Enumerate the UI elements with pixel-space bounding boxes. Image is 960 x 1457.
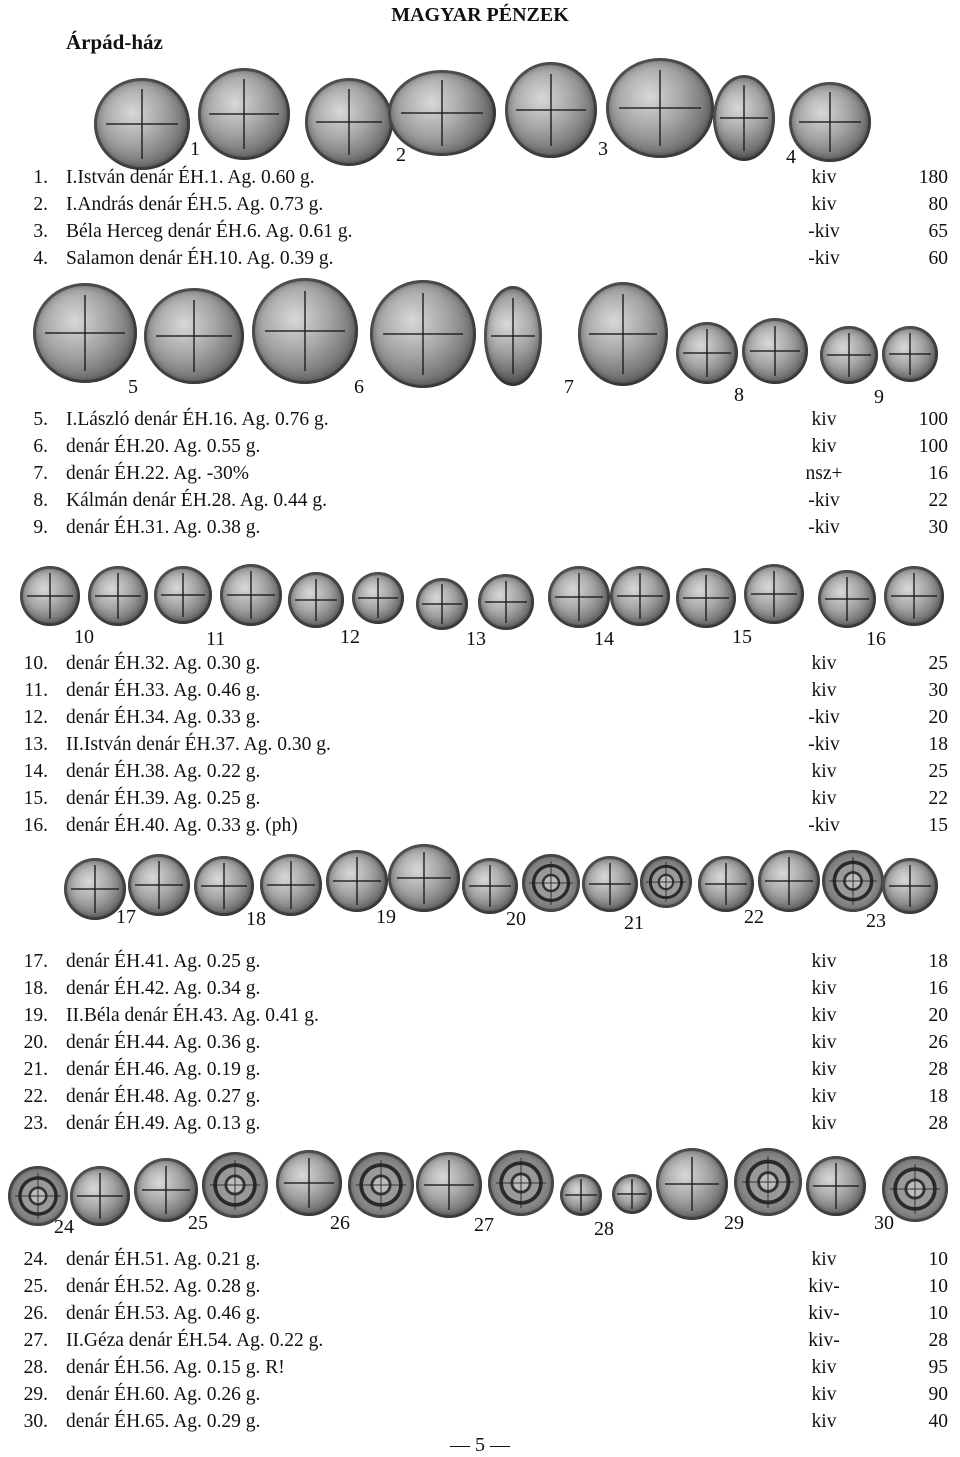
coin-price: 100 xyxy=(918,436,948,457)
page-title: MAGYAR PÉNZEK xyxy=(391,4,569,26)
coin-number: 28. xyxy=(23,1357,48,1378)
coin-photo xyxy=(548,566,610,628)
coin-grade: kiv xyxy=(811,1005,837,1026)
coin-photo xyxy=(488,1150,554,1216)
coin-description: denár ÉH.42. Ag. 0.34 g. xyxy=(66,978,261,999)
coin-price: 65 xyxy=(928,221,948,242)
coin-number: 22. xyxy=(23,1086,48,1107)
coin-photo-label: 19 xyxy=(376,906,396,928)
coin-photo xyxy=(220,564,282,626)
coin-grade: kiv xyxy=(811,409,837,430)
coin-number: 21. xyxy=(23,1059,48,1080)
coin-description: II.István denár ÉH.37. Ag. 0.30 g. xyxy=(66,734,331,755)
coin-price: 22 xyxy=(928,490,948,511)
coin-grade: kiv xyxy=(811,1357,837,1378)
coin-grade: -kiv xyxy=(808,815,840,836)
coin-photo xyxy=(326,850,388,912)
coin-photo xyxy=(128,854,190,916)
coin-photo xyxy=(144,288,244,384)
coin-price: 40 xyxy=(928,1411,948,1432)
coin-description: denár ÉH.65. Ag. 0.29 g. xyxy=(66,1411,261,1432)
coin-photo xyxy=(676,568,736,628)
coin-entry xyxy=(0,975,960,1002)
coin-grade: -kiv xyxy=(808,707,840,728)
coin-entry xyxy=(0,514,960,541)
coin-photo-label: 3 xyxy=(598,138,608,160)
coin-photo-label: 29 xyxy=(724,1212,744,1234)
coin-grade: kiv xyxy=(811,1384,837,1405)
coin-photo xyxy=(88,566,148,626)
coin-grade: -kiv xyxy=(808,734,840,755)
coin-photo xyxy=(822,850,884,912)
coin-photo xyxy=(352,572,404,624)
coin-photo-label: 20 xyxy=(506,908,526,930)
coin-photo xyxy=(818,570,876,628)
coin-entry xyxy=(0,758,960,785)
coin-description: denár ÉH.56. Ag. 0.15 g. R! xyxy=(66,1357,285,1378)
coin-price: 60 xyxy=(928,248,948,269)
coin-entry xyxy=(0,1273,960,1300)
coin-description: I.András denár ÉH.5. Ag. 0.73 g. xyxy=(66,194,324,215)
section-heading: Árpád-ház xyxy=(66,30,163,54)
coin-photo-label: 11 xyxy=(206,628,226,650)
coin-photo xyxy=(252,278,358,384)
coin-grade: kiv xyxy=(811,1113,837,1134)
coin-entry xyxy=(0,460,960,487)
coin-photo-label: 26 xyxy=(330,1212,350,1234)
coin-description: denár ÉH.38. Ag. 0.22 g. xyxy=(66,761,261,782)
coin-price: 10 xyxy=(928,1276,948,1297)
coin-number: 13. xyxy=(23,734,48,755)
coin-entry xyxy=(0,948,960,975)
coin-photo xyxy=(198,68,290,160)
coin-description: denár ÉH.33. Ag. 0.46 g. xyxy=(66,680,261,701)
coin-photo-label: 7 xyxy=(564,376,574,398)
coin-entry xyxy=(0,1354,960,1381)
coin-entry xyxy=(0,1246,960,1273)
coin-photo xyxy=(305,78,393,166)
coin-price: 10 xyxy=(928,1303,948,1324)
coin-number: 29. xyxy=(23,1384,48,1405)
coin-description: denár ÉH.44. Ag. 0.36 g. xyxy=(66,1032,261,1053)
coin-photo-label: 10 xyxy=(74,626,94,648)
coin-photo xyxy=(820,326,878,384)
coin-photo xyxy=(713,75,775,161)
coin-photo xyxy=(484,286,542,386)
coin-photo xyxy=(33,283,137,383)
coin-photo xyxy=(640,856,692,908)
coin-entry xyxy=(0,1029,960,1056)
coin-number: 2. xyxy=(33,194,48,215)
coin-photo-label: 1 xyxy=(190,138,200,160)
coin-photo xyxy=(789,82,871,162)
coin-entry xyxy=(0,812,960,839)
coin-price: 30 xyxy=(928,680,948,701)
coin-photo xyxy=(806,1156,866,1216)
coin-price: 18 xyxy=(928,951,948,972)
coin-entry xyxy=(0,1056,960,1083)
coin-grade: kiv- xyxy=(808,1303,840,1324)
coin-entry xyxy=(0,731,960,758)
coin-photo xyxy=(734,1148,802,1216)
coin-entry xyxy=(0,406,960,433)
coin-description: denár ÉH.22. Ag. -30% xyxy=(66,463,250,484)
coin-price: 28 xyxy=(928,1330,948,1351)
coin-description: I.István denár ÉH.1. Ag. 0.60 g. xyxy=(66,167,315,188)
coin-photo-label: 21 xyxy=(624,912,644,934)
coin-grade: nsz+ xyxy=(805,463,843,484)
coin-entry xyxy=(0,677,960,704)
coin-number: 4. xyxy=(33,248,48,269)
coin-grade: -kiv xyxy=(808,221,840,242)
coin-photo xyxy=(388,844,460,912)
coin-entry xyxy=(0,1002,960,1029)
coin-number: 1. xyxy=(33,167,48,188)
coin-number: 5. xyxy=(33,409,48,430)
coin-photo-label: 4 xyxy=(786,146,796,168)
coin-entry xyxy=(0,704,960,731)
coin-description: denár ÉH.39. Ag. 0.25 g. xyxy=(66,788,261,809)
coin-description: Béla Herceg denár ÉH.6. Ag. 0.61 g. xyxy=(66,221,353,242)
coin-entry xyxy=(0,1327,960,1354)
coin-number: 24. xyxy=(23,1249,48,1270)
coin-price: 25 xyxy=(928,653,948,674)
coin-photo xyxy=(505,62,597,158)
coin-number: 10. xyxy=(23,653,48,674)
coin-number: 9. xyxy=(33,517,48,538)
coin-number: 18. xyxy=(23,978,48,999)
coin-photo xyxy=(744,564,804,624)
coin-price: 26 xyxy=(928,1032,948,1053)
coin-entry xyxy=(0,245,960,272)
coin-photo xyxy=(370,280,476,388)
coin-description: denár ÉH.34. Ag. 0.33 g. xyxy=(66,707,261,728)
coin-photo-label: 30 xyxy=(874,1212,894,1234)
coin-grade: -kiv xyxy=(808,248,840,269)
coin-grade: kiv xyxy=(811,1086,837,1107)
coin-grade: kiv xyxy=(811,167,837,188)
coin-description: denár ÉH.53. Ag. 0.46 g. xyxy=(66,1303,261,1324)
coin-price: 25 xyxy=(928,761,948,782)
coin-photo xyxy=(882,326,938,382)
coin-grade: kiv xyxy=(811,194,837,215)
coin-photo xyxy=(416,1152,482,1218)
coin-description: denár ÉH.40. Ag. 0.33 g. (ph) xyxy=(66,815,298,836)
coin-description: II.Béla denár ÉH.43. Ag. 0.41 g. xyxy=(66,1005,319,1026)
coin-price: 15 xyxy=(928,815,948,836)
coin-description: denár ÉH.41. Ag. 0.25 g. xyxy=(66,951,261,972)
coin-photo xyxy=(94,78,190,170)
coin-number: 30. xyxy=(23,1411,48,1432)
coin-price: 28 xyxy=(928,1113,948,1134)
coin-number: 6. xyxy=(33,436,48,457)
coin-photo xyxy=(656,1148,728,1220)
coin-description: denár ÉH.60. Ag. 0.26 g. xyxy=(66,1384,261,1405)
coin-grade: kiv xyxy=(811,653,837,674)
coin-grade: kiv xyxy=(811,978,837,999)
coin-description: Salamon denár ÉH.10. Ag. 0.39 g. xyxy=(66,248,334,269)
coin-photo-label: 28 xyxy=(594,1218,614,1240)
coin-price: 16 xyxy=(928,978,948,999)
coin-photo-label: 17 xyxy=(116,906,136,928)
coin-price: 20 xyxy=(928,1005,948,1026)
coin-entry xyxy=(0,1300,960,1327)
coin-entry xyxy=(0,650,960,677)
coin-photo-label: 23 xyxy=(866,910,886,932)
coin-photo-label: 6 xyxy=(354,376,364,398)
coin-description: denár ÉH.31. Ag. 0.38 g. xyxy=(66,517,261,538)
coin-price: 16 xyxy=(928,463,948,484)
coin-grade: kiv xyxy=(811,951,837,972)
coin-grade: kiv xyxy=(811,1411,837,1432)
coin-grade: kiv- xyxy=(808,1276,840,1297)
coin-description: denár ÉH.51. Ag. 0.21 g. xyxy=(66,1249,261,1270)
coin-photo xyxy=(742,318,808,384)
coin-photo xyxy=(882,858,938,914)
coin-description: denár ÉH.46. Ag. 0.19 g. xyxy=(66,1059,261,1080)
coin-grade: -kiv xyxy=(808,490,840,511)
coin-grade: kiv xyxy=(811,1249,837,1270)
coin-photo-label: 25 xyxy=(188,1212,208,1234)
coin-number: 26. xyxy=(23,1303,48,1324)
coin-number: 14. xyxy=(23,761,48,782)
coin-price: 30 xyxy=(928,517,948,538)
coin-number: 16. xyxy=(23,815,48,836)
coin-price: 100 xyxy=(918,409,948,430)
coin-number: 7. xyxy=(33,463,48,484)
coin-photo xyxy=(676,322,738,384)
coin-photo-label: 27 xyxy=(474,1214,494,1236)
coin-photo xyxy=(348,1152,414,1218)
coin-photo xyxy=(884,566,944,626)
coin-photo xyxy=(202,1152,268,1218)
coin-number: 20. xyxy=(23,1032,48,1053)
coin-photo-label: 16 xyxy=(866,628,886,650)
coin-grade: kiv xyxy=(811,761,837,782)
coin-photo xyxy=(522,854,580,912)
coin-price: 180 xyxy=(918,167,948,188)
coin-number: 15. xyxy=(23,788,48,809)
coin-photo xyxy=(478,574,534,630)
coin-photo xyxy=(612,1174,652,1214)
coin-photo-label: 18 xyxy=(246,908,266,930)
coin-number: 19. xyxy=(23,1005,48,1026)
coin-photo xyxy=(276,1150,342,1216)
coin-description: Kálmán denár ÉH.28. Ag. 0.44 g. xyxy=(66,490,328,511)
coin-photo xyxy=(610,566,670,626)
coin-description: denár ÉH.49. Ag. 0.13 g. xyxy=(66,1113,261,1134)
coin-entry xyxy=(0,164,960,191)
coin-price: 20 xyxy=(928,707,948,728)
coin-photo-label: 12 xyxy=(340,626,360,648)
coin-price: 90 xyxy=(928,1384,948,1405)
coin-photo-label: 22 xyxy=(744,906,764,928)
coin-photo xyxy=(194,856,254,916)
coin-photo xyxy=(578,282,668,386)
coin-grade: kiv xyxy=(811,788,837,809)
coin-photo xyxy=(416,578,468,630)
coin-photo xyxy=(20,566,80,626)
coin-description: denár ÉH.32. Ag. 0.30 g. xyxy=(66,653,261,674)
coin-photo-label: 2 xyxy=(396,144,406,166)
coin-photo-label: 8 xyxy=(734,384,744,406)
coin-number: 8. xyxy=(33,490,48,511)
coin-photo-label: 5 xyxy=(128,376,138,398)
coin-grade: kiv xyxy=(811,1059,837,1080)
coin-photo xyxy=(288,572,344,628)
coin-description: I.László denár ÉH.16. Ag. 0.76 g. xyxy=(66,409,329,430)
coin-description: denár ÉH.20. Ag. 0.55 g. xyxy=(66,436,261,457)
coin-entry xyxy=(0,191,960,218)
coin-number: 17. xyxy=(23,951,48,972)
coin-photo xyxy=(582,856,638,912)
coin-number: 3. xyxy=(33,221,48,242)
coin-photo xyxy=(260,854,322,916)
coin-price: 28 xyxy=(928,1059,948,1080)
coin-photo xyxy=(698,856,754,912)
coin-grade: -kiv xyxy=(808,517,840,538)
coin-entry xyxy=(0,785,960,812)
coin-entry xyxy=(0,218,960,245)
coin-number: 11. xyxy=(24,680,48,701)
coin-photo xyxy=(154,566,212,624)
coin-entry xyxy=(0,1408,960,1435)
coin-photo xyxy=(606,58,714,158)
coin-photo-label: 14 xyxy=(594,628,614,650)
coin-photo-label: 13 xyxy=(466,628,486,650)
coin-entry xyxy=(0,1083,960,1110)
coin-photo-label: 24 xyxy=(54,1216,74,1238)
coin-description: denár ÉH.52. Ag. 0.28 g. xyxy=(66,1276,261,1297)
coin-number: 27. xyxy=(23,1330,48,1351)
coin-entry xyxy=(0,487,960,514)
coin-photo xyxy=(758,850,820,912)
coin-photo xyxy=(70,1166,130,1226)
coin-price: 10 xyxy=(928,1249,948,1270)
coin-grade: kiv xyxy=(811,1032,837,1053)
coin-price: 80 xyxy=(928,194,948,215)
coin-number: 25. xyxy=(23,1276,48,1297)
coin-photo-label: 9 xyxy=(874,386,884,408)
coin-price: 22 xyxy=(928,788,948,809)
coin-photo xyxy=(462,858,518,914)
coin-number: 12. xyxy=(23,707,48,728)
coin-number: 23. xyxy=(23,1113,48,1134)
coin-grade: kiv xyxy=(811,680,837,701)
coin-price: 95 xyxy=(928,1357,948,1378)
coin-price: 18 xyxy=(928,1086,948,1107)
coin-photo xyxy=(560,1174,602,1216)
page-number: — 5 — xyxy=(450,1434,510,1456)
coin-grade: kiv xyxy=(811,436,837,457)
coin-entry xyxy=(0,1381,960,1408)
coin-grade: kiv- xyxy=(808,1330,840,1351)
coin-entry xyxy=(0,433,960,460)
coin-entry xyxy=(0,1110,960,1137)
coin-description: denár ÉH.48. Ag. 0.27 g. xyxy=(66,1086,261,1107)
coin-photo-label: 15 xyxy=(732,626,752,648)
coin-description: II.Géza denár ÉH.54. Ag. 0.22 g. xyxy=(66,1330,324,1351)
coin-price: 18 xyxy=(928,734,948,755)
